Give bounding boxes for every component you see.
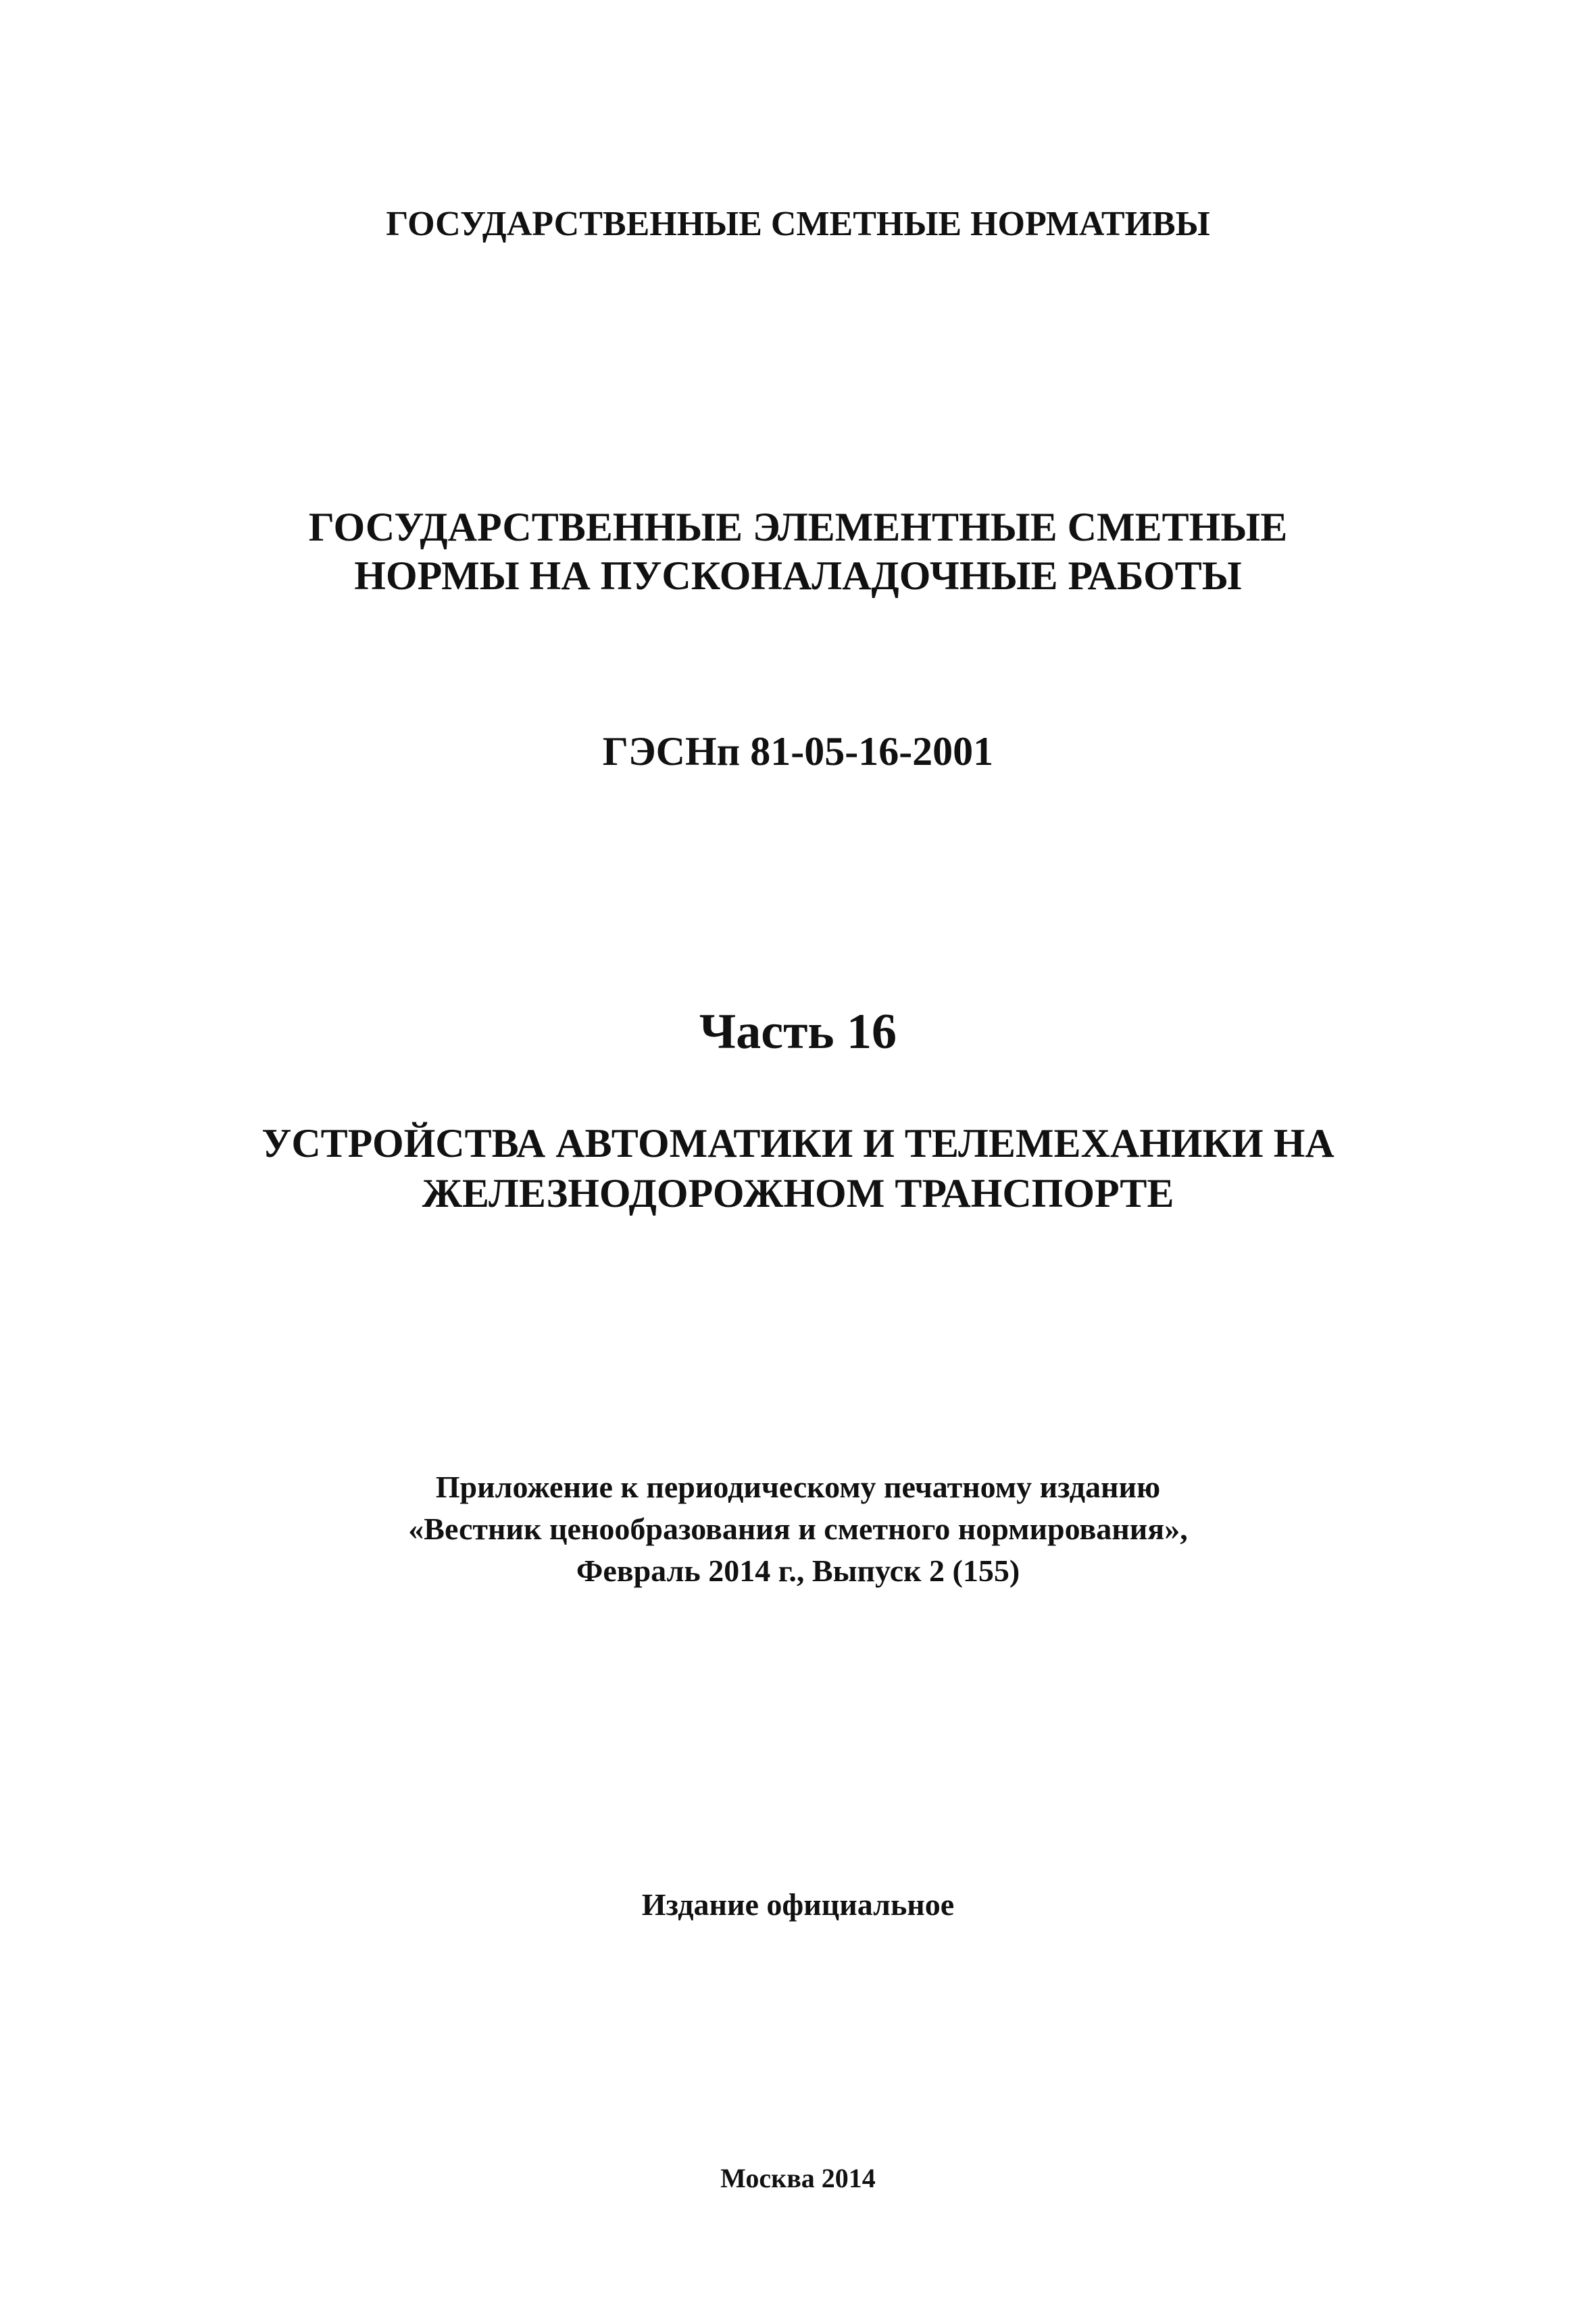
part-title-line-1: УСТРОЙСТВА АВТОМАТИКИ И ТЕЛЕМЕХАНИКИ НА xyxy=(261,1121,1335,1166)
norms-title-line-1: ГОСУДАРСТВЕННЫЕ ЭЛЕМЕНТНЫЕ СМЕТНЫЕ xyxy=(308,505,1288,549)
imprint-place-year: Москва 2014 xyxy=(720,2163,876,2193)
supplement-line-1: Приложение к периодическому печатному изданию xyxy=(435,1470,1161,1504)
supplement-line-3: Февраль 2014 г., Выпуск 2 (155) xyxy=(576,1553,1020,1588)
series-title: ГОСУДАРСТВЕННЫЕ СМЕТНЫЕ НОРМАТИВЫ xyxy=(386,205,1210,243)
edition-label: Издание официальное xyxy=(641,1887,955,1922)
document-code: ГЭСНп 81-05-16-2001 xyxy=(602,729,994,774)
supplement-line-2: «Вестник ценообразования и сметного нормирования», xyxy=(408,1512,1188,1546)
norms-title-line-2: НОРМЫ НА ПУСКОНАЛАДОЧНЫЕ РАБОТЫ xyxy=(354,553,1242,598)
part-number: Часть 16 xyxy=(699,1004,897,1060)
part-title-line-2: ЖЕЛЕЗНОДОРОЖНОМ ТРАНСПОРТЕ xyxy=(422,1171,1174,1216)
